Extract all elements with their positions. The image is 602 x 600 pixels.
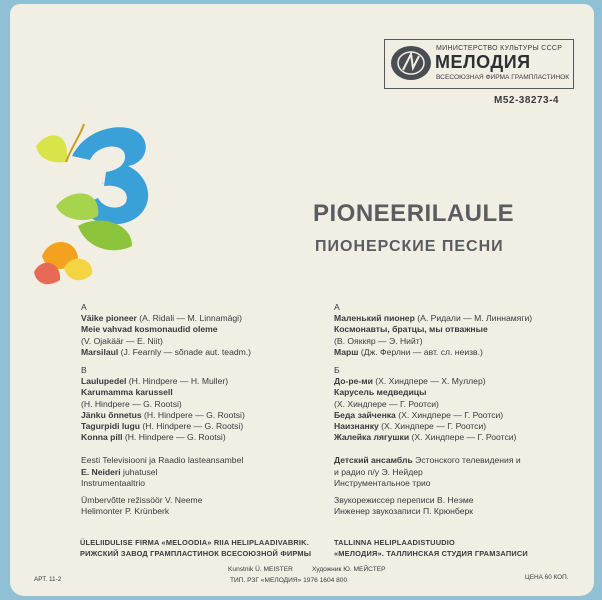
- art-code: АРТ. 11-2: [34, 576, 62, 583]
- artist-russian: Художник Ю. МЕЙСТЕР: [312, 566, 386, 573]
- art-numeral: 2: [102, 183, 104, 185]
- performer-line: Инструментальное трио: [334, 477, 431, 488]
- track: Космонавты, братцы, мы отважные: [334, 324, 488, 335]
- staff-line: Инженер звукозаписи П. Крюнберк: [334, 506, 474, 517]
- track: Konna pill (H. Hindpere — G. Rootsi): [81, 432, 226, 443]
- cover-art-leaves: [32, 106, 168, 296]
- track: Tagurpidi lugu (H. Hindpere — G. Rootsi): [81, 421, 244, 432]
- performer-line: и радио п/у Э. Нейдер: [334, 466, 423, 477]
- side-b-label: B: [81, 365, 87, 376]
- performer-line: Детский ансамбль Эстонского телевидения и: [334, 455, 521, 466]
- melodiya-logo: [384, 39, 574, 89]
- track: Маленький пионер (А. Ридали — М. Линнамяги): [334, 313, 533, 324]
- side-a-label: A: [81, 302, 87, 312]
- print-info: ТИП. РЗГ «МЕЛОДИЯ» 1976 1604 800: [230, 577, 348, 584]
- track: Meie vahvad kosmonaudid oleme: [81, 324, 218, 335]
- track: Марш (Дж. Ферлни — авт. сл. неизв.): [334, 346, 483, 357]
- title-estonian: PIONEERILAULE: [313, 200, 515, 227]
- left-tracklist: [81, 302, 251, 517]
- performer-line: Eesti Televisiooni ja Raadio lasteansambel: [81, 455, 244, 466]
- record-sleeve-back: [10, 4, 594, 596]
- track: Жалейка лягушки (Х. Хиндпере — Г. Роотси): [334, 432, 517, 443]
- track: Karumamma karussell: [81, 387, 173, 398]
- side-a-label: A: [334, 302, 340, 312]
- catalog-number: М52-38273-4: [494, 95, 559, 106]
- footer-plant-ru: РИЖСКИЙ ЗАВОД ГРАМПЛАСТИНОК ВСЕСОЮЗНОЙ ФИРМЫ: [80, 549, 312, 558]
- performer-line: Instrumentaaltrio: [81, 477, 146, 488]
- track: (В. Ояккяр — Э. Нийт): [334, 335, 423, 346]
- footer-studio-ru: «МЕЛОДИЯ». ТАЛЛИНСКАЯ СТУДИЯ ГРАМЗАПИСИ: [334, 549, 528, 558]
- staff-line: Helimonter P. Krünberk: [81, 506, 170, 517]
- performer-line: E. Neideri juhatusel: [81, 466, 158, 477]
- artist-estonian: Kunstnik Ü. MEISTER: [228, 566, 293, 573]
- track: До-ре-ми (Х. Хиндпере — Х. Муллер): [334, 376, 486, 387]
- track: Laulupedel (H. Hindpere — H. Muller): [81, 376, 229, 387]
- track: (H. Hindpere — G. Rootsi): [81, 398, 182, 409]
- track: Беда зайченка (Х. Хиндпере — Г. Роотси): [334, 409, 504, 420]
- footer-studio-et: TALLINNA HELIPLAADISTUUDIO: [334, 538, 455, 547]
- title-russian: ПИОНЕРСКИЕ ПЕСНИ: [315, 238, 504, 255]
- track: Карусель медведицы: [334, 387, 427, 398]
- track: Väike pioneer (A. Ridali — M. Linnamägi): [81, 313, 242, 324]
- logo-brand-text: МЕЛОДИЯ: [435, 52, 531, 72]
- track: Marsilaul (J. Fearnly — sõnade aut. teadm.): [81, 346, 252, 357]
- right-tracklist: [334, 302, 532, 517]
- track: (V. Ojakäär — E. Niit): [81, 335, 163, 346]
- logo-firm-text: ВСЕСОЮЗНАЯ ФИРМА ГРАМПЛАСТИНОК: [436, 74, 570, 81]
- price: ЦЕНА 60 КОП.: [525, 574, 569, 581]
- staff-line: Звукорежиссер переписи В. Неэме: [334, 495, 474, 506]
- logo-ministry-text: МИНИСТЕРСТВО КУЛЬТУРЫ СССР: [436, 45, 563, 52]
- track: Jänku õnnetus (H. Hindpere — G. Rootsi): [81, 409, 245, 420]
- track: (Х. Хиндпере — Г. Роотси): [334, 398, 439, 409]
- footer-plant-et: ÜLELIIDULISE FIRMA «MELOODIA» RIIA HELIPLAADIVABRIK.: [80, 538, 309, 547]
- staff-line: Ümbervõtte režissöör V. Neeme: [81, 495, 203, 506]
- track: Наизнанку (Х. Хиндпере — Г. Роотси): [334, 421, 487, 432]
- side-b-label: Б: [334, 365, 340, 376]
- melodiya-emblem-icon: [391, 46, 431, 80]
